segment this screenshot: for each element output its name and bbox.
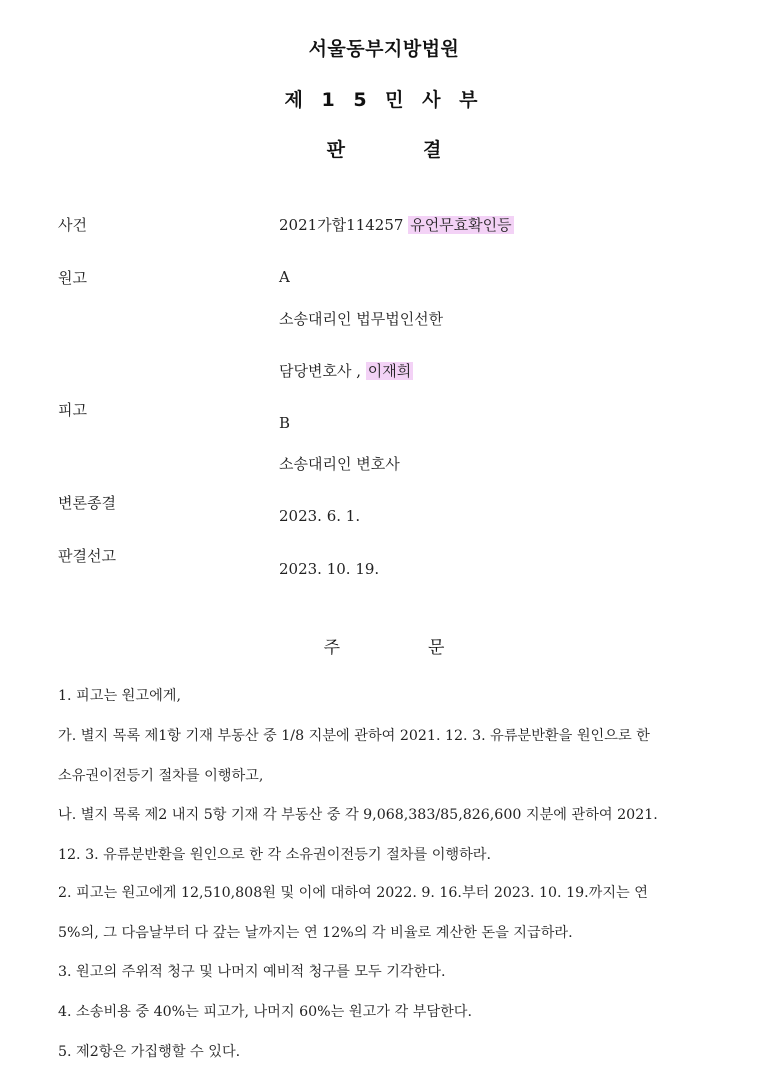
hearing-closed-label: 변론종결 [58,494,116,512]
division-name: 제 1 5 민 사 부 [284,89,484,111]
case-name: 유언무효확인등 [410,216,512,234]
case-number: 2021가합114257 [279,216,404,234]
order-line: 3. 원고의 주위적 청구 및 나머지 예비적 청구를 모두 기각한다. [58,964,446,980]
case-value [279,214,514,235]
court-name: 서울동부지방법원 [308,38,460,60]
plaintiff-attorney-prefix: 담당변호사 , [279,362,361,380]
order-line: 나. 별지 목록 제2 내지 5항 기재 각 부동산 중 각 9,068,383/85,826,600 지분에 관하여 2021. [58,807,658,823]
order-line: 4. 소송비용 중 40%는 피고가, 나머지 60%는 원고가 각 부담한다. [58,1004,473,1020]
plaintiff-counsel: 소송대리인 법무법인선한 [279,310,444,328]
defendant-label: 피고 [58,401,87,419]
order-line: 12. 3. 유류분반환을 원인으로 한 각 소유권이전등기 절차를 이행하라. [58,847,492,863]
hearing-closed-date: 2023. 6. 1. [279,507,361,525]
order-line: 2. 피고는 원고에게 12,510,808원 및 이에 대하여 2022. 9. 16.부터 2023. 10. 19.까지는 연 [58,885,648,901]
plaintiff-attorney [279,360,413,381]
order-title-right: 문 [428,638,445,658]
document-title-right: 결 [423,139,442,161]
plaintiff-attorney-name: 이재희 [367,362,412,380]
case-label: 사건 [58,216,87,234]
document-title [0,135,768,162]
order-line: 1. 피고는 원고에게, [58,688,182,704]
plaintiff-label: 원고 [58,269,87,287]
order-line: 가. 별지 목록 제1항 기재 부동산 중 1/8 지분에 관하여 2021. 12. 3. 유류분반환을 원인으로 한 [58,728,650,744]
plaintiff-name: A [279,268,290,286]
judgment-date-label: 판결선고 [58,547,116,565]
judgment-date: 2023. 10. 19. [279,560,380,578]
order-line: 5%의, 그 다음날부터 다 갚는 날까지는 연 12%의 각 비율로 계산한 돈을 지급하라. [58,925,573,941]
order-title-left: 주 [323,638,340,658]
order-line: 소유권이전등기 절차를 이행하고, [58,768,264,784]
document-title-left: 판 [326,139,345,161]
order-line: 5. 제2항은 가집행할 수 있다. [58,1044,241,1060]
order-title [0,633,768,658]
defendant-counsel: 소송대리인 변호사 [279,455,400,473]
defendant-name: B [279,414,291,432]
